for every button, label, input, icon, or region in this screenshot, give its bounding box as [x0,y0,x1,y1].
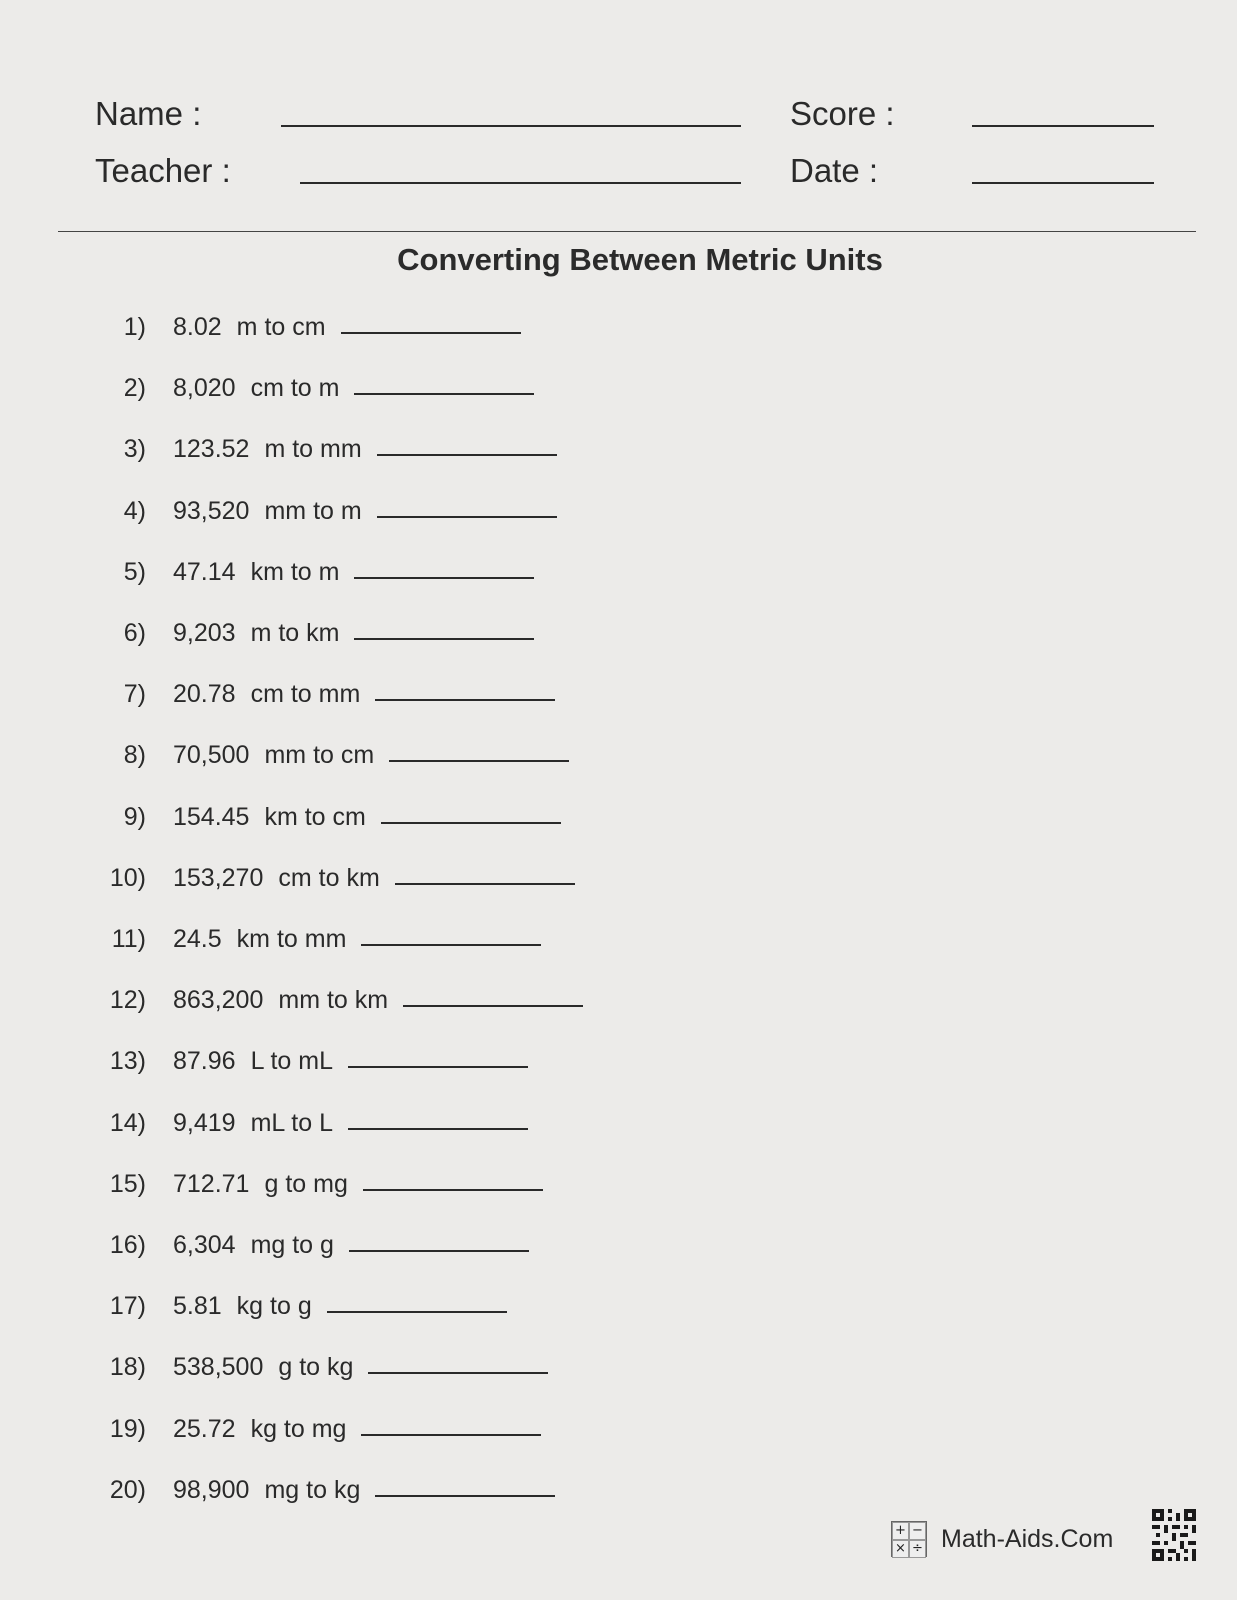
problem-expression [173,497,557,526]
answer-blank[interactable] [375,1481,555,1497]
problem-expression [173,619,534,648]
problem-expression [173,803,561,832]
calc-divide-glyph: ÷ [909,1540,926,1558]
worksheet-title: Converting Between Metric Units [397,242,883,277]
problem-number: 18) [109,1353,146,1381]
answer-blank[interactable] [368,1358,548,1374]
problem-expression [173,1047,528,1076]
answer-blank[interactable] [377,502,557,518]
problem-value: 123.52 [173,435,250,463]
answer-blank[interactable] [377,440,557,456]
problem-number: 6) [123,619,146,647]
problem-number: 17) [109,1292,146,1320]
problem-conversion: L to mL [250,1047,334,1075]
problem-expression [173,1292,507,1321]
score-label: Score : [790,95,895,132]
teacher-field[interactable] [300,182,741,184]
problem-value: 20.78 [173,680,236,708]
date-field[interactable] [972,182,1154,184]
problem-number: 7) [123,680,146,708]
problem-conversion: m to km [250,619,340,647]
problem-number: 19) [109,1415,146,1443]
problem-expression [173,1353,548,1382]
problem-value: 863,200 [173,986,264,1014]
problem-value: 712.71 [173,1170,250,1198]
problem-value: 153,270 [173,864,264,892]
problem-conversion: mg to kg [264,1476,361,1504]
problem-number: 12) [109,986,146,1014]
problem-expression [173,986,583,1015]
calc-plus-glyph: + [892,1522,909,1540]
problem-expression [173,1109,528,1138]
answer-blank[interactable] [354,624,534,640]
answer-blank[interactable] [363,1175,543,1191]
answer-blank[interactable] [403,991,583,1007]
problem-expression [173,558,534,587]
problem-value: 5.81 [173,1292,222,1320]
problem-number: 1) [123,313,146,341]
problem-conversion: km to m [250,558,340,586]
problem-value: 538,500 [173,1353,264,1381]
problem-value: 24.5 [173,925,222,953]
problem-expression [173,313,521,342]
problem-value: 9,203 [173,619,236,647]
answer-blank[interactable] [354,563,534,579]
problem-expression [173,680,555,709]
problem-value: 93,520 [173,497,250,525]
problem-number: 9) [123,803,146,831]
answer-blank[interactable] [354,379,534,395]
date-label: Date : [790,152,879,189]
problem-value: 8.02 [173,313,222,341]
problem-expression [173,925,541,954]
problem-conversion: kg to g [236,1292,312,1320]
answer-blank[interactable] [341,318,521,334]
problem-value: 154.45 [173,803,250,831]
calc-minus-glyph: − [909,1522,926,1540]
problem-conversion: cm to km [278,864,380,892]
answer-blank[interactable] [361,1420,541,1436]
problem-number: 10) [109,864,146,892]
problem-value: 25.72 [173,1415,236,1443]
problem-number: 20) [109,1476,146,1504]
problem-conversion: mL to L [250,1109,334,1137]
problem-expression [173,1231,529,1260]
problem-conversion: m to mm [264,435,362,463]
problem-expression [173,1415,541,1444]
answer-blank[interactable] [361,930,541,946]
problem-expression [173,374,534,403]
problem-number: 2) [123,374,146,402]
name-field[interactable] [281,125,741,127]
problem-number: 3) [123,435,146,463]
problem-expression [173,741,569,770]
problem-conversion: mm to m [264,497,362,525]
calculator-icon [891,1521,927,1557]
problem-value: 47.14 [173,558,236,586]
problem-expression [173,864,575,893]
problem-expression [173,1170,543,1199]
problem-conversion: m to cm [236,313,326,341]
footer [891,1521,1113,1557]
problem-expression [173,1476,555,1505]
problem-value: 9,419 [173,1109,236,1137]
problem-conversion: cm to m [250,374,340,402]
answer-blank[interactable] [327,1297,507,1313]
name-label: Name : [95,95,202,132]
problem-conversion: km to cm [264,803,366,831]
answer-blank[interactable] [348,1114,528,1130]
problem-value: 8,020 [173,374,236,402]
problem-number: 14) [109,1109,146,1137]
problem-number: 16) [109,1231,146,1259]
answer-blank[interactable] [381,808,561,824]
answer-blank[interactable] [349,1236,529,1252]
score-field[interactable] [972,125,1154,127]
answer-blank[interactable] [375,685,555,701]
problem-conversion: mm to km [278,986,389,1014]
problem-number: 4) [123,497,146,525]
problem-conversion: km to mm [236,925,347,953]
calc-times-glyph: × [892,1540,909,1558]
problem-number: 13) [109,1047,146,1075]
problem-conversion: kg to mg [250,1415,347,1443]
problem-conversion: g to mg [264,1170,348,1198]
problem-number: 5) [123,558,146,586]
problem-value: 87.96 [173,1047,236,1075]
problem-conversion: cm to mm [250,680,361,708]
answer-blank[interactable] [348,1052,528,1068]
brand-text: Math-Aids.Com [941,1524,1114,1553]
teacher-label: Teacher : [95,152,231,189]
problem-conversion: mg to g [250,1231,334,1259]
problem-value: 6,304 [173,1231,236,1259]
problem-value: 98,900 [173,1476,250,1504]
header-divider [58,231,1196,232]
problem-conversion: g to kg [278,1353,354,1381]
problem-value: 70,500 [173,741,250,769]
problem-number: 15) [109,1170,146,1198]
problem-conversion: mm to cm [264,741,375,769]
answer-blank[interactable] [389,746,569,762]
problem-expression [173,435,557,464]
qr-code-icon [1152,1509,1196,1561]
answer-blank[interactable] [395,869,575,885]
problem-number: 11) [111,925,146,953]
problem-number: 8) [123,741,146,769]
